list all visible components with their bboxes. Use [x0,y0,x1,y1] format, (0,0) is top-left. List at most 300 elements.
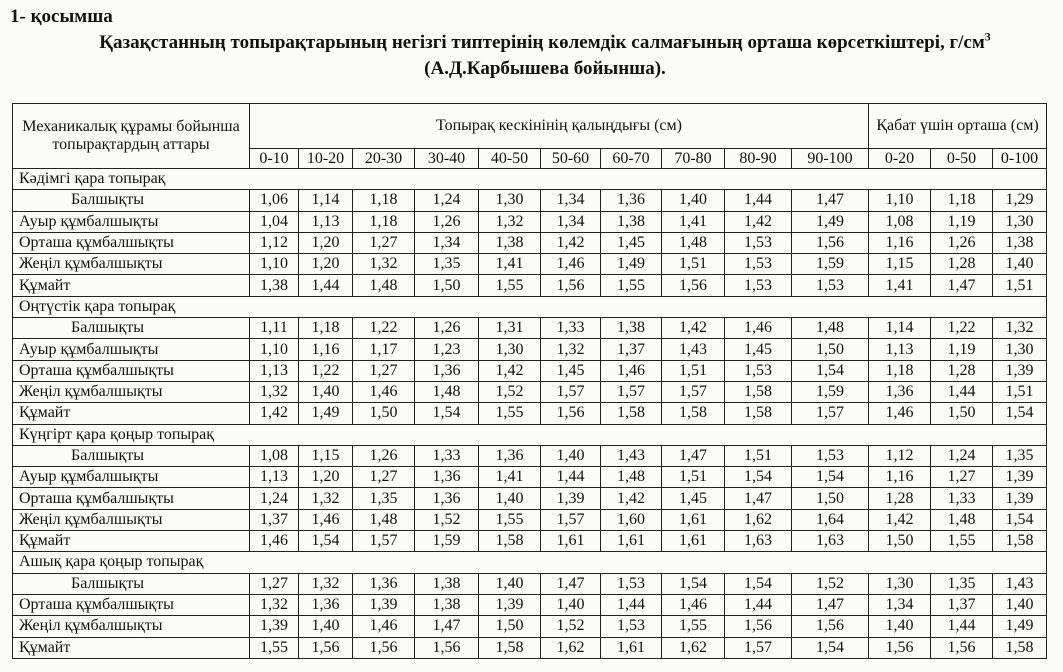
density-value: 1,30 [479,339,541,360]
table-row [13,403,1047,424]
density-value: 1,40 [993,594,1047,615]
title-superscript: 3 [984,29,991,44]
density-value: 1,30 [869,573,931,594]
density-value: 1,43 [662,339,725,360]
density-value: 1,28 [931,360,993,381]
density-value: 1,56 [792,616,869,637]
density-value: 1,18 [299,318,353,339]
table-row [13,275,1047,296]
texture-name: Орташа құмбалшықты [13,594,250,615]
texture-name: Жеңіл құмбалшықты [13,509,250,530]
density-value: 1,39 [479,594,541,615]
texture-name: Жеңіл құмбалшықты [13,254,250,275]
density-value: 1,64 [792,509,869,530]
density-value: 1,61 [601,637,662,658]
density-value: 1,56 [931,637,993,658]
soil-group-name: Оңтүстік қара топырақ [13,296,1047,317]
density-value: 1,46 [353,616,415,637]
density-value: 1,63 [725,531,792,552]
density-value: 1,40 [299,616,353,637]
soil-group-row [13,552,1047,573]
table-row [13,616,1047,637]
density-value: 1,47 [415,616,479,637]
texture-name: Ауыр құмбалшықты [13,211,250,232]
title-text: Қазақстанның топырақтарының негізгі типтерінің көлемдік салмағының орташа көрсеткіштері, г/см [99,32,985,53]
density-value: 1,48 [353,509,415,530]
density-value: 1,41 [662,211,725,232]
density-value: 1,42 [869,509,931,530]
table-row [13,573,1047,594]
density-value: 1,23 [415,339,479,360]
texture-name: Орташа құмбалшықты [13,488,250,509]
column-header: 0-10 [250,149,299,169]
soil-group-name: Ашық қара қоңыр топырақ [13,552,1047,573]
texture-name: Орташа құмбалшықты [13,232,250,253]
soil-group-row [13,424,1047,445]
density-value: 1,54 [725,467,792,488]
density-value: 1,32 [250,381,299,402]
texture-name: Ауыр құмбалшықты [13,467,250,488]
density-value: 1,40 [541,445,601,466]
density-value: 1,44 [299,275,353,296]
density-value: 1,50 [353,403,415,424]
column-header: 70-80 [662,149,725,169]
density-value: 1,55 [479,509,541,530]
table-row [13,488,1047,509]
density-value: 1,35 [993,445,1047,466]
density-value: 1,16 [869,467,931,488]
density-value: 1,42 [601,488,662,509]
density-value: 1,27 [931,467,993,488]
corner-header: Механикалық құрамы бойынша топырақтардың аттары [13,104,250,169]
density-value: 1,24 [250,488,299,509]
density-value: 1,12 [250,232,299,253]
density-value: 1,41 [479,254,541,275]
density-value: 1,18 [353,190,415,211]
density-value: 1,47 [662,445,725,466]
density-value: 1,33 [415,445,479,466]
table-row [13,381,1047,402]
density-value: 1,58 [993,637,1047,658]
density-value: 1,39 [353,594,415,615]
density-value: 1,51 [725,445,792,466]
density-value: 1,36 [415,360,479,381]
density-value: 1,11 [250,318,299,339]
table-row [13,445,1047,466]
density-value: 1,59 [792,254,869,275]
density-value: 1,51 [662,360,725,381]
density-value: 1,32 [353,254,415,275]
density-value: 1,42 [662,318,725,339]
density-value: 1,39 [250,616,299,637]
density-value: 1,43 [601,445,662,466]
density-value: 1,13 [250,467,299,488]
density-value: 1,41 [479,467,541,488]
density-value: 1,53 [601,573,662,594]
density-value: 1,50 [931,403,993,424]
density-value: 1,61 [662,509,725,530]
texture-name: Құмайт [13,275,250,296]
density-value: 1,54 [993,509,1047,530]
texture-name: Балшықты [13,190,250,211]
density-value: 1,44 [931,616,993,637]
density-value: 1,62 [662,637,725,658]
density-value: 1,54 [792,467,869,488]
density-value: 1,42 [725,211,792,232]
density-value: 1,40 [541,594,601,615]
density-value: 1,54 [299,531,353,552]
density-value: 1,54 [792,637,869,658]
table-row [13,360,1047,381]
density-value: 1,50 [792,339,869,360]
density-value: 1,57 [541,509,601,530]
density-value: 1,55 [601,275,662,296]
density-value: 1,37 [250,509,299,530]
density-value: 1,36 [869,381,931,402]
depth-group-header: Топырақ кескінінің қалыңдығы (см) [250,104,869,149]
soil-group-row [13,169,1047,190]
density-value: 1,40 [479,573,541,594]
texture-name: Құмайт [13,531,250,552]
density-value: 1,32 [299,573,353,594]
soil-group-name: Кәдімгі қара топырақ [13,169,1047,190]
density-value: 1,17 [353,339,415,360]
density-value: 1,08 [869,211,931,232]
density-value: 1,56 [299,637,353,658]
density-value: 1,58 [725,403,792,424]
density-value: 1,28 [931,254,993,275]
texture-name: Құмайт [13,403,250,424]
density-value: 1,38 [601,318,662,339]
density-value: 1,56 [353,637,415,658]
density-value: 1,59 [415,531,479,552]
density-value: 1,52 [415,509,479,530]
density-value: 1,53 [725,360,792,381]
column-header: 0-100 [993,149,1047,169]
density-value: 1,16 [299,339,353,360]
density-value: 1,26 [415,211,479,232]
density-value: 1,47 [541,573,601,594]
density-value: 1,47 [931,275,993,296]
density-value: 1,38 [415,573,479,594]
density-value: 1,58 [479,637,541,658]
avg-group-header: Қабат үшін орташа (см) [869,104,1047,149]
density-value: 1,32 [299,488,353,509]
density-value: 1,47 [792,190,869,211]
density-value: 1,46 [250,531,299,552]
texture-name: Балшықты [13,573,250,594]
density-value: 1,57 [662,381,725,402]
density-value: 1,57 [792,403,869,424]
density-value: 1,47 [792,594,869,615]
density-value: 1,14 [299,190,353,211]
table-row [13,509,1047,530]
density-value: 1,51 [662,467,725,488]
texture-name: Жеңіл құмбалшықты [13,616,250,637]
density-value: 1,38 [993,232,1047,253]
density-value: 1,55 [479,275,541,296]
density-value: 1,48 [415,381,479,402]
texture-name: Ауыр құмбалшықты [13,339,250,360]
density-value: 1,37 [931,594,993,615]
density-value: 1,53 [725,275,792,296]
density-value: 1,50 [415,275,479,296]
density-value: 1,42 [479,360,541,381]
density-value: 1,13 [250,360,299,381]
density-value: 1,60 [601,509,662,530]
density-value: 1,08 [250,445,299,466]
density-value: 1,10 [250,254,299,275]
texture-name: Балшықты [13,318,250,339]
density-value: 1,46 [662,594,725,615]
density-value: 1,56 [541,403,601,424]
density-value: 1,61 [662,531,725,552]
density-value: 1,49 [601,254,662,275]
density-value: 1,53 [601,616,662,637]
table-row [13,339,1047,360]
density-value: 1,53 [792,275,869,296]
density-value: 1,44 [931,381,993,402]
density-value: 1,39 [993,467,1047,488]
column-header: 90-100 [792,149,869,169]
density-value: 1,36 [353,573,415,594]
column-header: 50-60 [541,149,601,169]
density-value: 1,36 [415,467,479,488]
density-value: 1,39 [541,488,601,509]
density-value: 1,24 [415,190,479,211]
density-value: 1,41 [869,275,931,296]
density-value: 1,16 [869,232,931,253]
density-value: 1,29 [993,190,1047,211]
table-row [13,318,1047,339]
density-value: 1,56 [725,616,792,637]
density-value: 1,36 [299,594,353,615]
density-value: 1,62 [725,509,792,530]
density-value: 1,57 [725,637,792,658]
density-value: 1,54 [662,573,725,594]
density-value: 1,48 [931,509,993,530]
density-value: 1,40 [993,254,1047,275]
density-value: 1,44 [541,467,601,488]
density-value: 1,51 [993,275,1047,296]
density-value: 1,50 [869,531,931,552]
texture-name: Балшықты [13,445,250,466]
density-value: 1,18 [869,360,931,381]
density-value: 1,49 [299,403,353,424]
density-value: 1,44 [601,594,662,615]
density-value: 1,55 [931,531,993,552]
density-value: 1,14 [869,318,931,339]
density-value: 1,58 [601,403,662,424]
density-value: 1,13 [299,211,353,232]
table-row [13,531,1047,552]
table-row [13,211,1047,232]
density-value: 1,48 [662,232,725,253]
column-header: 10-20 [299,149,353,169]
density-value: 1,32 [993,318,1047,339]
density-value: 1,20 [299,254,353,275]
density-value: 1,44 [725,594,792,615]
density-value: 1,18 [353,211,415,232]
density-value: 1,40 [479,488,541,509]
column-header: 80-90 [725,149,792,169]
density-value: 1,61 [541,531,601,552]
density-value: 1,42 [541,232,601,253]
density-value: 1,26 [931,232,993,253]
density-value: 1,04 [250,211,299,232]
column-header: 40-50 [479,149,541,169]
density-value: 1,43 [993,573,1047,594]
density-value: 1,40 [662,190,725,211]
density-value: 1,63 [792,531,869,552]
density-value: 1,15 [869,254,931,275]
density-value: 1,31 [479,318,541,339]
density-value: 1,55 [250,637,299,658]
density-value: 1,45 [541,360,601,381]
density-value: 1,20 [299,467,353,488]
density-value: 1,30 [993,339,1047,360]
density-value: 1,61 [601,531,662,552]
density-value: 1,54 [792,360,869,381]
density-value: 1,56 [662,275,725,296]
density-value: 1,57 [601,381,662,402]
density-value: 1,45 [662,488,725,509]
density-value: 1,52 [541,616,601,637]
density-value: 1,53 [725,254,792,275]
density-value: 1,52 [479,381,541,402]
density-value: 1,51 [662,254,725,275]
density-value: 1,32 [541,339,601,360]
density-value: 1,52 [792,573,869,594]
density-value: 1,22 [353,318,415,339]
density-value: 1,58 [662,403,725,424]
density-value: 1,06 [250,190,299,211]
density-value: 1,45 [601,232,662,253]
density-value: 1,37 [601,339,662,360]
density-value: 1,30 [993,211,1047,232]
density-value: 1,38 [601,211,662,232]
density-value: 1,20 [299,232,353,253]
density-value: 1,46 [725,318,792,339]
density-value: 1,34 [541,211,601,232]
table-body [13,169,1047,659]
density-value: 1,35 [415,254,479,275]
density-value: 1,35 [353,488,415,509]
density-value: 1,50 [792,488,869,509]
density-value: 1,26 [415,318,479,339]
density-value: 1,32 [250,594,299,615]
density-value: 1,56 [792,232,869,253]
column-header: 0-50 [931,149,993,169]
density-value: 1,62 [541,637,601,658]
density-value: 1,56 [415,637,479,658]
density-value: 1,51 [993,381,1047,402]
density-value: 1,10 [869,190,931,211]
density-value: 1,59 [792,381,869,402]
density-value: 1,46 [541,254,601,275]
density-value: 1,36 [601,190,662,211]
density-value: 1,26 [353,445,415,466]
soil-group-name: Күңгірт қара қоңыр топырақ [13,424,1047,445]
column-header: 20-30 [353,149,415,169]
density-value: 1,50 [479,616,541,637]
density-value: 1,19 [931,211,993,232]
density-value: 1,30 [479,190,541,211]
density-value: 1,54 [725,573,792,594]
density-value: 1,47 [725,488,792,509]
density-value: 1,48 [353,275,415,296]
density-value: 1,40 [299,381,353,402]
density-value: 1,46 [299,509,353,530]
density-value: 1,36 [415,488,479,509]
density-value: 1,38 [479,232,541,253]
density-value: 1,46 [869,403,931,424]
density-value: 1,53 [725,232,792,253]
density-value: 1,58 [479,531,541,552]
density-value: 1,39 [993,488,1047,509]
title-line-1 [30,30,1060,56]
density-value: 1,34 [869,594,931,615]
density-value: 1,44 [725,190,792,211]
density-value: 1,56 [541,275,601,296]
density-value: 1,12 [869,445,931,466]
density-value: 1,15 [299,445,353,466]
density-value: 1,27 [353,360,415,381]
density-value: 1,56 [869,637,931,658]
density-value: 1,39 [993,360,1047,381]
document-title [30,30,1060,82]
density-value: 1,18 [931,190,993,211]
density-value: 1,36 [479,445,541,466]
title-line-2: (А.Д.Карбышева бойынша). [424,58,666,79]
texture-name: Орташа құмбалшықты [13,360,250,381]
density-value: 1,53 [792,445,869,466]
density-value: 1,55 [479,403,541,424]
density-value: 1,58 [725,381,792,402]
column-header: 60-70 [601,149,662,169]
density-value: 1,34 [541,190,601,211]
density-value: 1,35 [931,573,993,594]
density-value: 1,27 [250,573,299,594]
density-value: 1,19 [931,339,993,360]
soil-group-row [13,296,1047,317]
density-value: 1,49 [792,211,869,232]
density-value: 1,46 [601,360,662,381]
density-value: 1,22 [299,360,353,381]
density-value: 1,10 [250,339,299,360]
table-row [13,254,1047,275]
density-value: 1,38 [250,275,299,296]
density-value: 1,45 [725,339,792,360]
density-value: 1,54 [993,403,1047,424]
density-value: 1,28 [869,488,931,509]
density-value: 1,34 [415,232,479,253]
density-value: 1,49 [993,616,1047,637]
density-value: 1,46 [353,381,415,402]
density-value: 1,42 [250,403,299,424]
table-row [13,594,1047,615]
density-value: 1,40 [869,616,931,637]
density-value: 1,13 [869,339,931,360]
density-value: 1,27 [353,232,415,253]
density-value: 1,38 [415,594,479,615]
table-row [13,232,1047,253]
column-header: 30-40 [415,149,479,169]
density-value: 1,27 [353,467,415,488]
density-value: 1,33 [931,488,993,509]
density-value: 1,22 [931,318,993,339]
table-row [13,467,1047,488]
